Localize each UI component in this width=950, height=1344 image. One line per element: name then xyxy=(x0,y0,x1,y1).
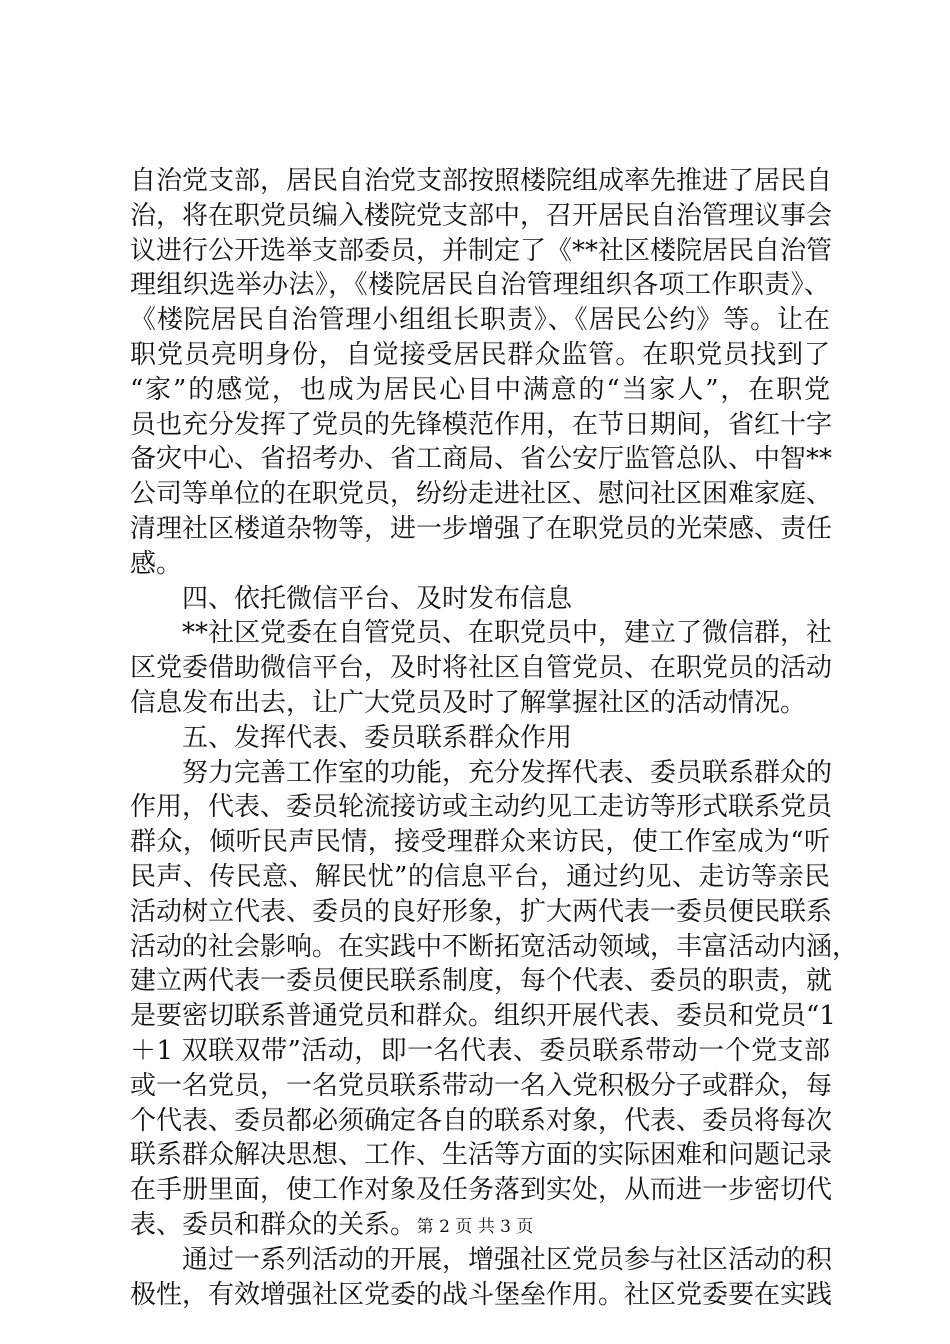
text-line: 感。 xyxy=(130,548,183,579)
page-footer: 第 2 页 共 3 页 xyxy=(416,1217,534,1237)
text-line: ＋1 双联双带”活动，即一名代表、委员联系带动一个党支部 xyxy=(130,1036,830,1066)
text-line: 备灾中心、省招考办、省工商局、省公安厅监管总队、中智** xyxy=(130,444,833,475)
text-line: 五、发挥代表、委员联系群众作用 xyxy=(130,722,573,753)
text-line: 四、依托微信平台、及时发布信息 xyxy=(130,583,573,614)
text-line: 作用，代表、委员轮流接访或主动约见工走访等形式联系党员 xyxy=(130,792,833,823)
text-line: **社区党委在自管党员、在职党员中，建立了微信群，社 xyxy=(130,618,833,649)
text-line: 信息发布出去，让广大党员及时了解掌握社区的活动情况。 xyxy=(130,688,807,718)
text-line: 联系群众解决思想、工作、生活等方面的实际困难和问题记录 xyxy=(130,1140,833,1171)
text-line: 区党委借助微信平台，及时将社区自管党员、在职党员的活动 xyxy=(130,653,833,684)
text-line: 在手册里面，使工作对象及任务落到实处，从而进一步密切代 xyxy=(130,1175,833,1206)
text-line: 活动的社会影响。在实践中不断拓宽活动领域，丰富活动内涵， xyxy=(130,931,859,962)
text-line: 议进行公开选举支部委员，并制定了《**社区楼院居民自治管 xyxy=(130,235,833,266)
text-line: 群众，倾听民声民情，接受理群众来访民，使工作室成为“听 xyxy=(130,827,830,858)
text-line: 通过一系列活动的开展，增强社区党员参与社区活动的积 xyxy=(130,1244,833,1275)
text-line: 表、委员和群众的关系。 xyxy=(130,1210,417,1240)
text-line: 是要密切联系普通党员和群众。组织开展代表、委员和党员“1 xyxy=(130,1001,836,1032)
text-line: 建立两代表一委员便民联系制度，每个代表、委员的职责，就 xyxy=(130,966,833,997)
text-line: 个代表、委员都必须确定各自的联系对象，代表、委员将每次 xyxy=(130,1105,833,1136)
text-line: 自治党支部，居民自治党支部按照楼院组成率先推进了居民自 xyxy=(130,166,833,196)
text-line: 民声、传民意、解民忧”的信息平台，通过约见、走访等亲民 xyxy=(130,862,830,892)
text-line: 极性，有效增强社区党委的战斗堡垒作用。社区党委要在实践 xyxy=(130,1279,833,1310)
text-line: 活动树立代表、委员的良好形象，扩大两代表一委员便民联系 xyxy=(130,896,833,927)
text-line: 治，将在职党员编入楼院党支部中，召开居民自治管理议事会 xyxy=(130,200,833,231)
text-line: “家”的感觉，也成为居民心目中满意的“当家人”，在职党 xyxy=(130,374,830,405)
text-line: 清理社区楼道杂物等，进一步增强了在职党员的光荣感、责任 xyxy=(130,514,833,544)
text-line: 理组织选举办法》，《楼院居民自治管理组织各项工作职责》、 xyxy=(130,270,830,301)
text-line: 《楼院居民自治管理小组组长职责》、《居民公约》等。让在 xyxy=(130,305,830,336)
text-line: 员也充分发挥了党员的先锋模范作用，在节日期间，省红十字 xyxy=(130,409,833,440)
text-line: 或一名党员，一名党员联系带动一名入党积极分子或群众，每 xyxy=(130,1070,833,1101)
text-line: 职党员亮明身份，自觉接受居民群众监管。在职党员找到了 xyxy=(130,340,830,370)
text-line: 努力完善工作室的功能，充分发挥代表、委员联系群众的 xyxy=(130,757,833,788)
text-line: 公司等单位的在职党员，纷纷走进社区、慰问社区困难家庭、 xyxy=(130,479,833,510)
